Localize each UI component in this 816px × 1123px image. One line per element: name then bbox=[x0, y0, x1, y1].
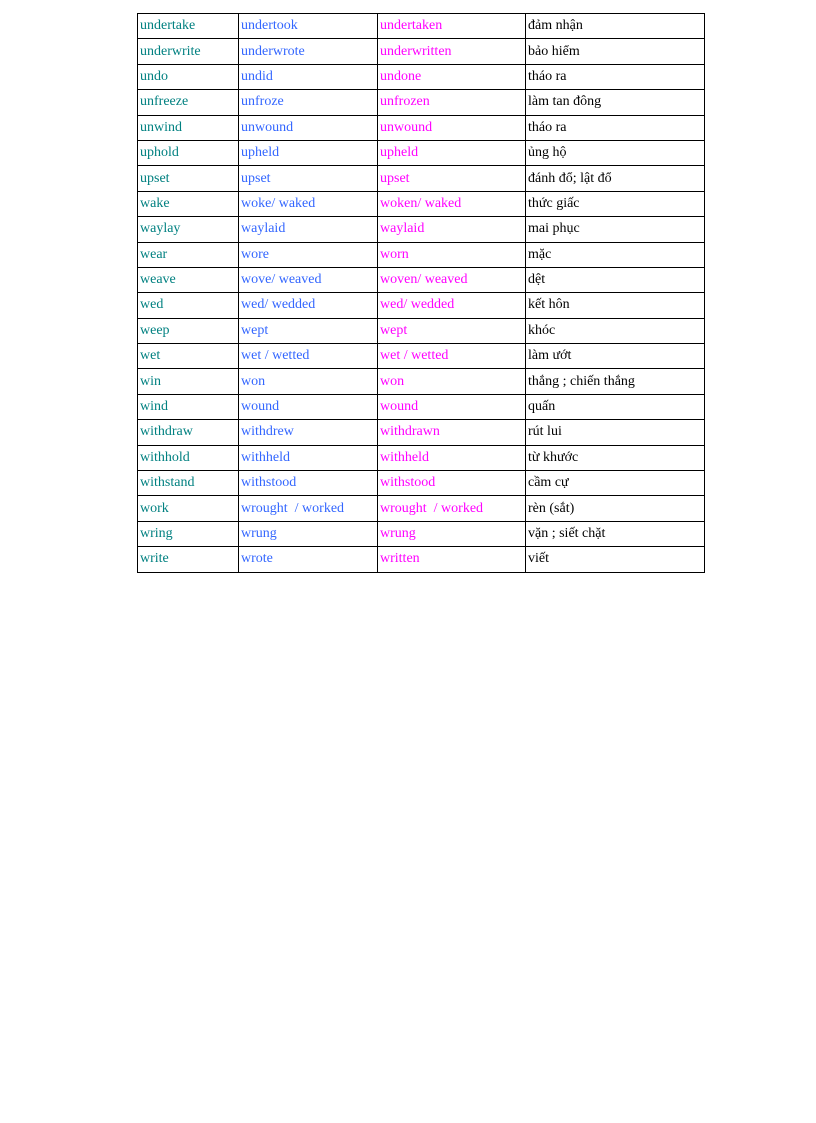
base-form-cell: upset bbox=[138, 166, 239, 191]
past-participle-cell: upheld bbox=[378, 140, 526, 165]
past-simple-cell: won bbox=[239, 369, 378, 394]
base-form-cell: wring bbox=[138, 521, 239, 546]
base-form-cell: withstand bbox=[138, 471, 239, 496]
past-participle-cell: wrought / worked bbox=[378, 496, 526, 521]
table-row bbox=[138, 140, 705, 165]
meaning-cell: quấn bbox=[526, 394, 705, 419]
past-participle-cell: waylaid bbox=[378, 217, 526, 242]
past-simple-cell: unfroze bbox=[239, 90, 378, 115]
past-participle-cell: worn bbox=[378, 242, 526, 267]
base-form-cell: withhold bbox=[138, 445, 239, 470]
table-row bbox=[138, 420, 705, 445]
meaning-cell: thức giấc bbox=[526, 191, 705, 216]
past-participle-cell: underwritten bbox=[378, 39, 526, 64]
meaning-cell: làm ướt bbox=[526, 344, 705, 369]
past-simple-cell: wed/ wedded bbox=[239, 293, 378, 318]
meaning-cell: tháo ra bbox=[526, 115, 705, 140]
past-participle-cell: withstood bbox=[378, 471, 526, 496]
table-row bbox=[138, 64, 705, 89]
base-form-cell: write bbox=[138, 547, 239, 572]
meaning-cell: mặc bbox=[526, 242, 705, 267]
past-simple-cell: withdrew bbox=[239, 420, 378, 445]
past-participle-cell: woven/ weaved bbox=[378, 267, 526, 292]
table-row bbox=[138, 166, 705, 191]
past-participle-cell: withdrawn bbox=[378, 420, 526, 445]
past-participle-cell: wound bbox=[378, 394, 526, 419]
base-form-cell: unfreeze bbox=[138, 90, 239, 115]
past-simple-cell: wrote bbox=[239, 547, 378, 572]
past-simple-cell: wept bbox=[239, 318, 378, 343]
table-row bbox=[138, 242, 705, 267]
past-participle-cell: wept bbox=[378, 318, 526, 343]
table-row bbox=[138, 293, 705, 318]
table-row bbox=[138, 344, 705, 369]
irregular-verbs-table bbox=[137, 13, 705, 573]
base-form-cell: underwrite bbox=[138, 39, 239, 64]
past-simple-cell: wrought / worked bbox=[239, 496, 378, 521]
meaning-cell: rút lui bbox=[526, 420, 705, 445]
base-form-cell: wear bbox=[138, 242, 239, 267]
table-row bbox=[138, 394, 705, 419]
past-simple-cell: withheld bbox=[239, 445, 378, 470]
table-row bbox=[138, 445, 705, 470]
meaning-cell: từ khước bbox=[526, 445, 705, 470]
table-row bbox=[138, 90, 705, 115]
past-simple-cell: woke/ waked bbox=[239, 191, 378, 216]
table-row bbox=[138, 14, 705, 39]
past-simple-cell: upset bbox=[239, 166, 378, 191]
past-simple-cell: underwrote bbox=[239, 39, 378, 64]
table-row bbox=[138, 318, 705, 343]
base-form-cell: win bbox=[138, 369, 239, 394]
base-form-cell: unwind bbox=[138, 115, 239, 140]
meaning-cell: khóc bbox=[526, 318, 705, 343]
base-form-cell: weave bbox=[138, 267, 239, 292]
past-participle-cell: unwound bbox=[378, 115, 526, 140]
meaning-cell: thắng ; chiến thắng bbox=[526, 369, 705, 394]
meaning-cell: bảo hiểm bbox=[526, 39, 705, 64]
past-simple-cell: upheld bbox=[239, 140, 378, 165]
past-participle-cell: wrung bbox=[378, 521, 526, 546]
past-participle-cell: upset bbox=[378, 166, 526, 191]
base-form-cell: wed bbox=[138, 293, 239, 318]
meaning-cell: ủng hộ bbox=[526, 140, 705, 165]
meaning-cell: kết hôn bbox=[526, 293, 705, 318]
base-form-cell: wind bbox=[138, 394, 239, 419]
meaning-cell: dệt bbox=[526, 267, 705, 292]
base-form-cell: work bbox=[138, 496, 239, 521]
base-form-cell: wet bbox=[138, 344, 239, 369]
meaning-cell: đảm nhận bbox=[526, 14, 705, 39]
meaning-cell: mai phục bbox=[526, 217, 705, 242]
meaning-cell: vặn ; siết chặt bbox=[526, 521, 705, 546]
past-simple-cell: undertook bbox=[239, 14, 378, 39]
table-row bbox=[138, 217, 705, 242]
table-row bbox=[138, 191, 705, 216]
base-form-cell: wake bbox=[138, 191, 239, 216]
past-participle-cell: unfrozen bbox=[378, 90, 526, 115]
base-form-cell: undertake bbox=[138, 14, 239, 39]
past-participle-cell: wet / wetted bbox=[378, 344, 526, 369]
past-participle-cell: written bbox=[378, 547, 526, 572]
past-simple-cell: wound bbox=[239, 394, 378, 419]
past-simple-cell: wrung bbox=[239, 521, 378, 546]
meaning-cell: đánh đổ; lật đổ bbox=[526, 166, 705, 191]
table-row bbox=[138, 369, 705, 394]
past-simple-cell: wove/ weaved bbox=[239, 267, 378, 292]
table-row bbox=[138, 39, 705, 64]
table-row bbox=[138, 521, 705, 546]
past-simple-cell: withstood bbox=[239, 471, 378, 496]
base-form-cell: withdraw bbox=[138, 420, 239, 445]
base-form-cell: uphold bbox=[138, 140, 239, 165]
past-participle-cell: woken/ waked bbox=[378, 191, 526, 216]
past-participle-cell: undone bbox=[378, 64, 526, 89]
table-row bbox=[138, 471, 705, 496]
meaning-cell: viết bbox=[526, 547, 705, 572]
base-form-cell: weep bbox=[138, 318, 239, 343]
past-participle-cell: withheld bbox=[378, 445, 526, 470]
meaning-cell: cầm cự bbox=[526, 471, 705, 496]
past-participle-cell: wed/ wedded bbox=[378, 293, 526, 318]
meaning-cell: tháo ra bbox=[526, 64, 705, 89]
table-row bbox=[138, 496, 705, 521]
past-simple-cell: wet / wetted bbox=[239, 344, 378, 369]
past-participle-cell: won bbox=[378, 369, 526, 394]
past-participle-cell: undertaken bbox=[378, 14, 526, 39]
past-simple-cell: waylaid bbox=[239, 217, 378, 242]
meaning-cell: rèn (sắt) bbox=[526, 496, 705, 521]
table-row bbox=[138, 267, 705, 292]
past-simple-cell: undid bbox=[239, 64, 378, 89]
table-row bbox=[138, 115, 705, 140]
verbs-table-body bbox=[138, 14, 705, 573]
past-simple-cell: unwound bbox=[239, 115, 378, 140]
meaning-cell: làm tan đông bbox=[526, 90, 705, 115]
table-row bbox=[138, 547, 705, 572]
base-form-cell: undo bbox=[138, 64, 239, 89]
base-form-cell: waylay bbox=[138, 217, 239, 242]
past-simple-cell: wore bbox=[239, 242, 378, 267]
